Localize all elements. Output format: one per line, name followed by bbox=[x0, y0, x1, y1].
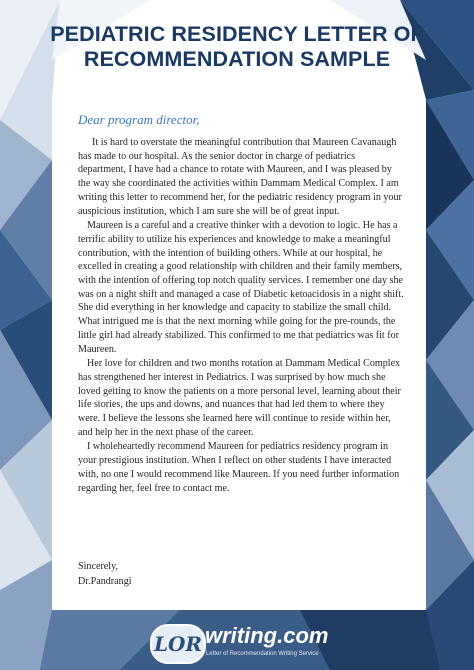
letter-body bbox=[78, 136, 404, 496]
paragraph-3: Her love for children and two months rotation at Dammam Medical Complex has strengthened her interest in Pediatrics. I was surprised by how much she loved getting to know the patients on a more personal level, learning about their life stories, the ups and downs, and nuances that had led them to where they were. I believe the lessons she learned here will continue to reside within her, and help her in the next phase of the career. bbox=[78, 358, 401, 438]
closing-phrase: Sincerely, bbox=[78, 561, 118, 572]
signature-name: Dr.Pandrangi bbox=[78, 575, 132, 587]
title-line-2: RECOMMENDATION SAMPLE bbox=[83, 47, 391, 71]
paragraph-2: Maureen is a careful and a creative thinker with a devotion to logic. He has a terrific ability to utilize his experiences and knowledge to make a meaningful contribution, with the intention of building others. While at our hospital, he excelled in creating a good relationship with children and their family members, with the intention of offering top notch quality services. I remember one day she was on a night shift and managed a case of Diabetic ketoacidosis in a night shift. She did everything in her knowledge and capacity to stabilize the small child. What intrigued me is that the next morning while going for the pre-rounds, the little girl had already stabilized. This confirmed to me that pediatrics was fit for Maureen. bbox=[78, 220, 404, 355]
brand-wordmark: writing.com bbox=[205, 623, 329, 648]
page-title bbox=[0, 22, 474, 72]
salutation: Dear program director, bbox=[78, 112, 200, 127]
brand-tagline: Letter of Recommendation Writing Service bbox=[206, 651, 319, 657]
letter-closing bbox=[78, 560, 132, 589]
lor-logo-icon: LOR bbox=[150, 624, 206, 664]
title-line-1: PEDIATRIC RESIDENCY LETTER OF bbox=[50, 22, 424, 46]
footer-brand bbox=[0, 622, 474, 670]
paragraph-1: It is hard to overstate the meaningful contribution that Maureen Cavanaugh has made to our hospital. As the senior doctor in charge of pediatrics department, I have had a chance to rotate with Maureen, and I was pleased by the way she coordinated the activities within Dammam Medical Complex. I am writing this letter to recommend her, for the pediatric residency program in your auspicious institution, which I am sure she will be of great input. bbox=[78, 137, 402, 217]
paragraph-4: I wholeheartedly recommend Maureen for pediatrics residency program in your prestigious institution. When I reflect on other students I have interacted with, no one I would recommend like Maureen. If you need further information regarding her, feel free to contact me. bbox=[78, 441, 400, 494]
